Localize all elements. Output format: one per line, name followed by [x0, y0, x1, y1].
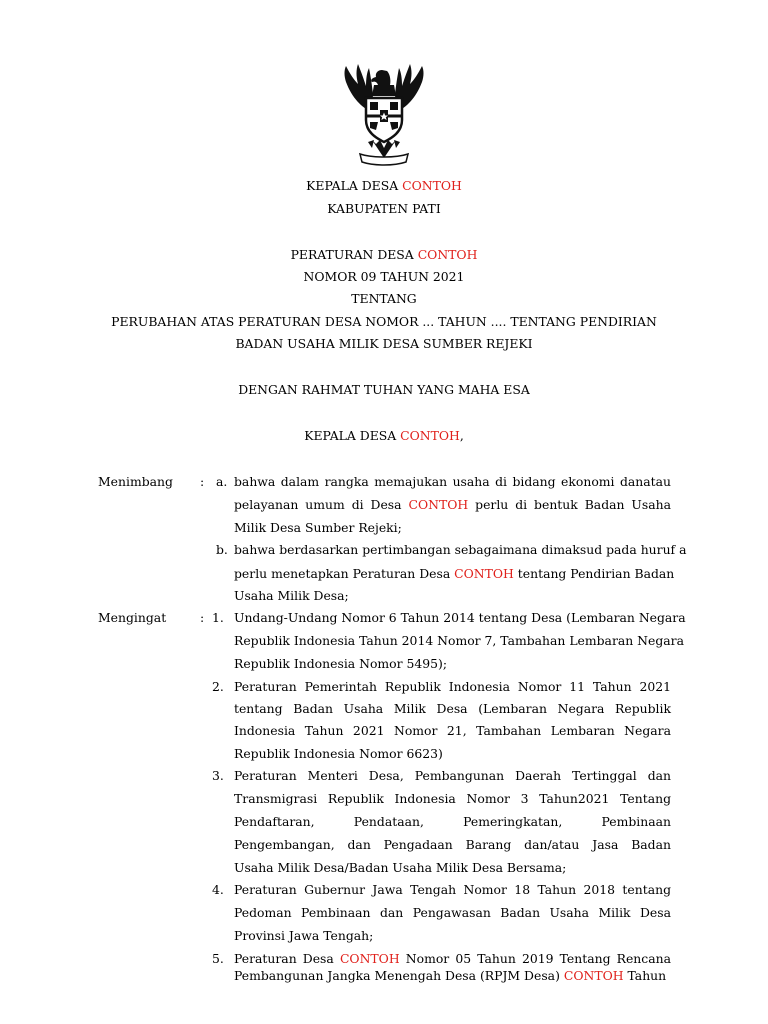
mengingat-item-line — [234, 746, 671, 762]
text-segment: perlu di bentuk Badan Usaha — [468, 497, 671, 512]
title-peraturan-desa — [0, 247, 768, 263]
text-segment: Republik Indonesia Tahun 2014 Nomor 7, Tambahan Lembaran Negara — [234, 633, 684, 648]
mengingat-item-line — [234, 701, 671, 717]
mengingat-item-line — [234, 968, 671, 984]
mengingat-item-marker: 3. — [212, 768, 224, 783]
text-segment: Nomor 05 Tahun 2019 Tentang Rencana — [399, 951, 671, 966]
title-kepala-desa-2 — [0, 428, 768, 444]
text-segment: Usaha Milik Desa; — [234, 588, 349, 603]
section-label-menimbang: Menimbang — [98, 474, 173, 489]
title-kepala-desa — [0, 178, 768, 194]
mengingat-item-marker: 5. — [212, 951, 224, 966]
text-segment: Undang-Undang Nomor 6 Tahun 2014 tentang Desa (Lembaran Negara — [234, 610, 686, 625]
text-segment: Pembangunan Jangka Menengah Desa (RPJM Desa) — [234, 968, 564, 983]
text-segment: Republik Indonesia Nomor 6623) — [234, 746, 443, 761]
menimbang-item-line — [234, 566, 675, 582]
menimbang-item-marker: a. — [216, 474, 228, 489]
title-nomor: NOMOR 09 TAHUN 2021 — [303, 269, 465, 284]
text-segment: perlu menetapkan Peraturan Desa — [234, 566, 455, 581]
text-segment: Republik Indonesia Nomor 5495); — [234, 656, 448, 671]
mengingat-item-line — [234, 723, 671, 739]
text-segment: Peraturan Desa — [234, 951, 340, 966]
mengingat-item-line — [234, 610, 686, 626]
title-peraturan-prefix: PERATURAN DESA — [290, 247, 418, 262]
section-colon-menimbang: : — [200, 474, 205, 489]
mengingat-item-marker: 2. — [212, 679, 224, 694]
village-name: CONTOH — [408, 497, 469, 512]
text-segment: tentang Pendirian Badan — [513, 566, 675, 581]
title-kepala2-suffix: , — [459, 428, 464, 443]
mengingat-item-marker: 1. — [212, 610, 224, 625]
text-segment: Peraturan Gubernur Jawa Tengah Nomor 18 Tahun 2018 tentang — [234, 882, 671, 897]
menimbang-item-line — [234, 588, 671, 604]
text-segment: Transmigrasi Republik Indonesia Nomor 3 Tahun2021 Tentang — [234, 791, 671, 806]
title-tentang: TENTANG — [351, 291, 417, 306]
village-name: CONTOH — [400, 428, 460, 443]
text-segment: Tahun — [623, 968, 667, 983]
village-name: CONTOH — [339, 951, 400, 966]
mengingat-item-line — [234, 814, 671, 830]
mengingat-item-line — [234, 951, 671, 967]
village-name: CONTOH — [454, 566, 514, 581]
menimbang-item-line — [234, 520, 671, 536]
text-segment: Peraturan Menteri Desa, Pembangunan Daerah Tertinggal dan — [234, 768, 671, 783]
menimbang-item-line — [234, 474, 671, 490]
text-segment: Provinsi Jawa Tengah; — [234, 928, 374, 943]
text-segment: pelayanan umum di Desa — [234, 497, 409, 512]
mengingat-item-line — [234, 679, 671, 695]
text-segment: Pengembangan, dan Pengadaan Barang dan/atau Jasa Badan — [234, 837, 671, 852]
title-kabupaten: KABUPATEN PATI — [327, 201, 441, 216]
menimbang-item-marker: b. — [216, 542, 228, 557]
text-segment: bahwa berdasarkan pertimbangan sebagaimana dimaksud pada huruf a — [234, 542, 687, 557]
title-kepala-prefix: KEPALA DESA — [306, 178, 403, 193]
mengingat-item-line — [234, 928, 671, 944]
text-segment: Milik Desa Sumber Rejeki; — [234, 520, 402, 535]
text-segment: Peraturan Pemerintah Republik Indonesia Nomor 11 Tahun 2021 — [234, 679, 671, 694]
title-judul-line-1: PERUBAHAN ATAS PERATURAN DESA NOMOR ... TAHUN .... TENTANG PENDIRIAN — [111, 314, 657, 329]
mengingat-item-marker: 4. — [212, 882, 224, 897]
mengingat-item-line — [234, 633, 684, 649]
garuda-emblem-icon — [332, 58, 436, 166]
text-segment: bahwa dalam rangka memajukan usaha di bidang ekonomi danatau — [234, 474, 671, 489]
title-rahmat: DENGAN RAHMAT TUHAN YANG MAHA ESA — [238, 382, 530, 397]
village-name: CONTOH — [402, 178, 462, 193]
mengingat-item-line — [234, 905, 671, 921]
menimbang-item-line — [234, 497, 671, 513]
title-kepala2-prefix: KEPALA DESA — [304, 428, 401, 443]
text-segment: Pendaftaran, Pendataan, Pemeringkatan, Pembinaan — [234, 814, 671, 829]
section-label-mengingat: Mengingat — [98, 610, 167, 625]
text-segment: tentang Badan Usaha Milik Desa (Lembaran Negara Republik — [234, 701, 671, 716]
mengingat-item-line — [234, 882, 671, 898]
village-name: CONTOH — [417, 247, 478, 262]
mengingat-item-line — [234, 791, 671, 807]
title-judul-line-2: BADAN USAHA MILIK DESA SUMBER REJEKI — [235, 336, 533, 351]
text-segment: Pedoman Pembinaan dan Pengawasan Badan Usaha Milik Desa — [234, 905, 671, 920]
village-name: CONTOH — [563, 968, 624, 983]
mengingat-item-line — [234, 768, 671, 784]
mengingat-item-line — [234, 837, 671, 853]
text-segment: Indonesia Tahun 2021 Nomor 21, Tambahan Lembaran Negara — [234, 723, 671, 738]
text-segment: Usaha Milik Desa/Badan Usaha Milik Desa Bersama; — [234, 860, 567, 875]
section-colon-mengingat: : — [200, 610, 205, 625]
mengingat-item-line — [234, 656, 671, 672]
mengingat-item-line — [234, 860, 671, 876]
menimbang-item-line — [234, 542, 687, 558]
